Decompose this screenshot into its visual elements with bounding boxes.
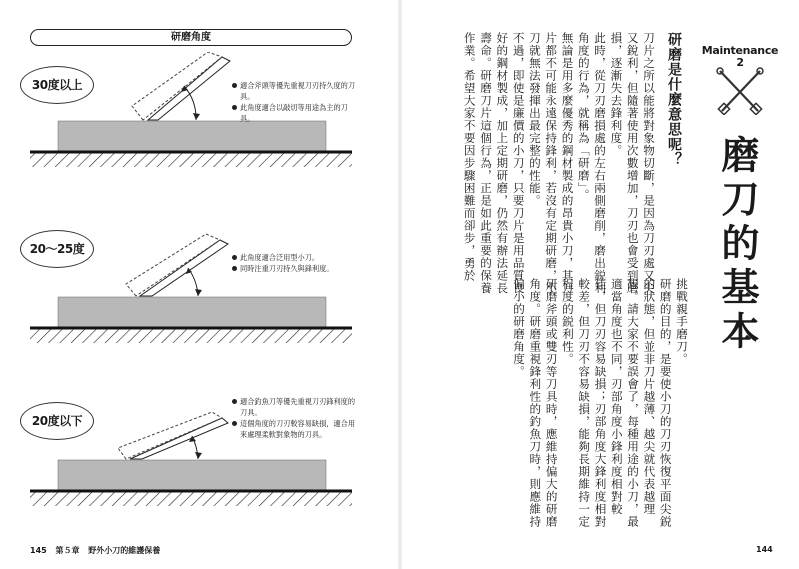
- crossed-tools-icon: [714, 67, 766, 115]
- chapter-number: 第５章: [55, 546, 80, 555]
- bullet-list: [232, 80, 362, 124]
- bullet-item: 同時注重刀刃持久與鋒利度。: [232, 263, 372, 274]
- diagram-20-25-degrees: [0, 210, 400, 360]
- paragraph: 刀片之所以能將對象物切斷，是因為刀刃處又尖又銳利，但隨著使用次數增加，刀刃也會受到磨損，逐漸失去鋒利度。: [609, 32, 656, 295]
- blade-shadow: [132, 52, 222, 120]
- paragraph: 不過，即使是廉價的小刀，只要刀片是用品質良好的鋼材製成，加上定期研磨，仍然有辦法延長壽命。研磨刀片這個行為，正是如此重要的保養作業。希望大家不要因步驟困難而卻步，勇於: [462, 32, 526, 295]
- blade-shadow: [118, 412, 222, 459]
- page-number: 144: [756, 545, 773, 554]
- angle-label: 20〜25度: [20, 230, 94, 268]
- angle-label: 30度以上: [20, 66, 94, 104]
- section-title: 研磨角度: [30, 29, 352, 46]
- table-hatch: [30, 153, 352, 167]
- blade: [148, 57, 230, 120]
- bullet-list: [232, 252, 372, 274]
- whetstone: [58, 297, 326, 327]
- bullet-item: 此角度適合以敲切等用途為主的刀具。: [232, 102, 362, 124]
- bullet-item: 這個角度的刀刃較容易缺損，適合用來處理柔軟對象物的刀具。: [232, 418, 362, 440]
- book-gutter: [398, 0, 402, 569]
- angle-label: 20度以下: [20, 402, 94, 440]
- paragraph: 此時，從刀刃磨損處的左右兩側磨削，磨出鋭利角度的行為，就稱為「研磨」。: [576, 32, 608, 295]
- chapter-name: 野外小刀的維護保養: [88, 546, 161, 555]
- blade-shadow: [126, 234, 220, 296]
- bullet-item: 適合斧頭等優先重視刀刃持久度的刀具。: [232, 80, 362, 102]
- folio: [30, 545, 166, 556]
- table-hatch: [30, 329, 352, 343]
- diagram-20-degrees: [0, 380, 400, 530]
- whetstone: [58, 460, 326, 490]
- maintenance-text: Maintenance: [701, 44, 779, 57]
- paragraph: 挑戰親手磨刀。: [675, 278, 689, 366]
- diagram-30-degrees: [0, 52, 400, 202]
- sub-heading: 研磨是什麼意思呢？: [666, 32, 682, 167]
- bullet-item: 適合釣魚刀等優先重視刀刃鋒利度的刀具。: [232, 396, 362, 418]
- bullet-item: 此角度適合泛用型小刀。: [232, 252, 372, 263]
- bullet-list: [232, 396, 362, 440]
- blade: [130, 418, 228, 459]
- body-text-lower: [512, 278, 690, 528]
- whetstone: [58, 121, 326, 151]
- paragraph: 研磨的目的，是要使小刀的刀刃恢復平面尖鋭的狀態，但並非刀片越薄、越尖就代表越理想。請大家不要誤會了，每種用途的小刀，最適當角度也不同，刃部角度小鋒利度相對較佳，但刀刃容易缺損；刃部角度大鋒利度相對較差，但刀刃不容易缺損，能夠長期維持一定程度的鋭利性。: [560, 278, 673, 528]
- maintenance-number: 2: [736, 56, 744, 69]
- maintenance-label: [700, 45, 780, 69]
- table-hatch: [30, 492, 352, 506]
- paragraph: 研磨斧頭或雙刃等刀具時，應維持偏大的研磨角度。研磨重視鋒利性的釣魚刀時，則應維持偏小的研磨角度。: [512, 278, 559, 528]
- paragraph: 無論是用多麼優秀的鋼材製成的昂貴小刀，其刀片都不可能永遠保持鋒利，若沒有定期研磨，小刀就無法發揮出最完整的性能。: [527, 32, 575, 295]
- page-number: 145: [30, 546, 47, 555]
- body-text-upper: [447, 32, 657, 304]
- chapter-title: 磨刀的基本: [715, 135, 759, 355]
- blade: [140, 240, 228, 296]
